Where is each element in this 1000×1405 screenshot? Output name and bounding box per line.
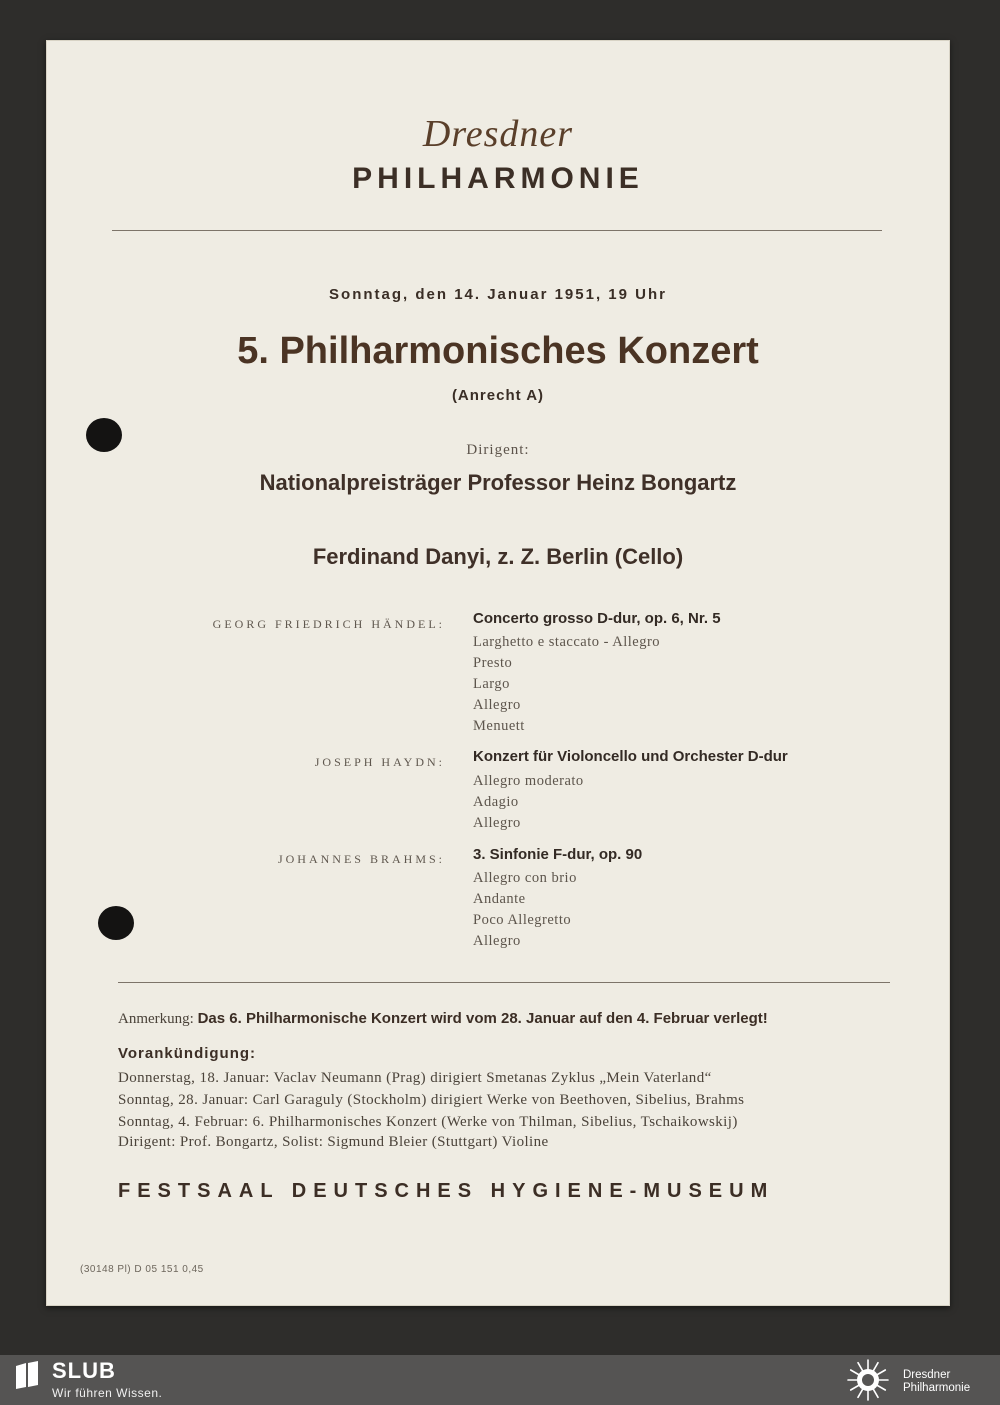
- concert-subtitle: (Anrecht A): [451, 387, 545, 404]
- work-title: Concerto grosso D-dur, op. 6, Nr. 5: [473, 610, 721, 627]
- movement: Allegro: [473, 815, 521, 831]
- philharmonie-line2: Philharmonie: [903, 1382, 971, 1394]
- program-sheet: [46, 40, 950, 1306]
- composer-name: JOHANNES BRAHMS:: [277, 852, 445, 866]
- philharmonie-line1: Dresdner: [903, 1369, 951, 1381]
- movement: Andante: [473, 891, 526, 907]
- announcement-note: [118, 1010, 768, 1028]
- movement: Adagio: [473, 794, 519, 810]
- brand-script: Dresdner: [422, 113, 574, 155]
- preview-line: Sonntag, 4. Februar: 6. Philharmonisches Konzert (Werke von Thilman, Sibelius, Tschaikowskij): [118, 1114, 738, 1130]
- slub-book-icon: [14, 1360, 40, 1390]
- conductor-label: Dirigent:: [466, 442, 530, 458]
- philharmonie-sunburst-icon: [843, 1357, 893, 1403]
- movement: Poco Allegretto: [473, 912, 572, 928]
- venue-name: FESTSAAL DEUTSCHES HYGIENE-MUSEUM: [118, 1180, 775, 1202]
- slub-logo-text[interactable]: SLUB: [52, 1358, 116, 1383]
- preview-line: Sonntag, 28. Januar: Carl Garaguly (Stockholm) dirigiert Werke von Beethoven, Sibelius, Brahms: [118, 1092, 745, 1108]
- program-divider: [118, 982, 890, 983]
- work-title: Konzert für Violoncello und Orchester D-dur: [473, 748, 788, 765]
- composer-name: GEORG FRIEDRICH HÄNDEL:: [212, 617, 445, 631]
- movement: Allegro moderato: [473, 773, 584, 789]
- punch-hole-bottom: [98, 906, 134, 940]
- concert-title: 5. Philharmonisches Konzert: [237, 330, 759, 372]
- movement: Larghetto e staccato - Allegro: [473, 634, 661, 650]
- movement: Allegro: [473, 697, 521, 713]
- soloist-name: Ferdinand Danyi, z. Z. Berlin (Cello): [312, 544, 684, 569]
- conductor-name: Nationalpreisträger Professor Heinz Bongartz: [259, 470, 737, 495]
- philharmonie-logo-text[interactable]: [903, 1369, 970, 1395]
- movement: Allegro con brio: [473, 870, 577, 886]
- header-divider: [112, 230, 882, 231]
- movement: Allegro: [473, 933, 521, 949]
- work-title: 3. Sinfonie F-dur, op. 90: [473, 846, 643, 863]
- preview-label: Vorankündigung:: [118, 1045, 257, 1062]
- movement: Largo: [473, 676, 510, 692]
- movement: Presto: [473, 655, 513, 671]
- slub-tagline: Wir führen Wissen.: [52, 1386, 163, 1400]
- brand-main: PHILHARMONIE: [352, 162, 644, 195]
- note-text: Das 6. Philharmonische Konzert wird vom 28. Januar auf den 4. Februar verlegt!: [197, 1010, 768, 1027]
- composer-name: JOSEPH HAYDN:: [314, 755, 445, 769]
- print-code: (30148 Pl) D 05 151 0,45: [80, 1264, 204, 1275]
- movement: Menuett: [473, 718, 525, 734]
- note-label: Anmerkung:: [118, 1011, 194, 1027]
- concert-date: Sonntag, den 14. Januar 1951, 19 Uhr: [329, 286, 667, 303]
- viewer-footer: [0, 1355, 1000, 1405]
- preview-line: Dirigent: Prof. Bongartz, Solist: Sigmund Bleier (Stuttgart) Violine: [118, 1134, 549, 1150]
- preview-line: Donnerstag, 18. Januar: Vaclav Neumann (Prag) dirigiert Smetanas Zyklus „Mein Vaterland“: [118, 1070, 712, 1086]
